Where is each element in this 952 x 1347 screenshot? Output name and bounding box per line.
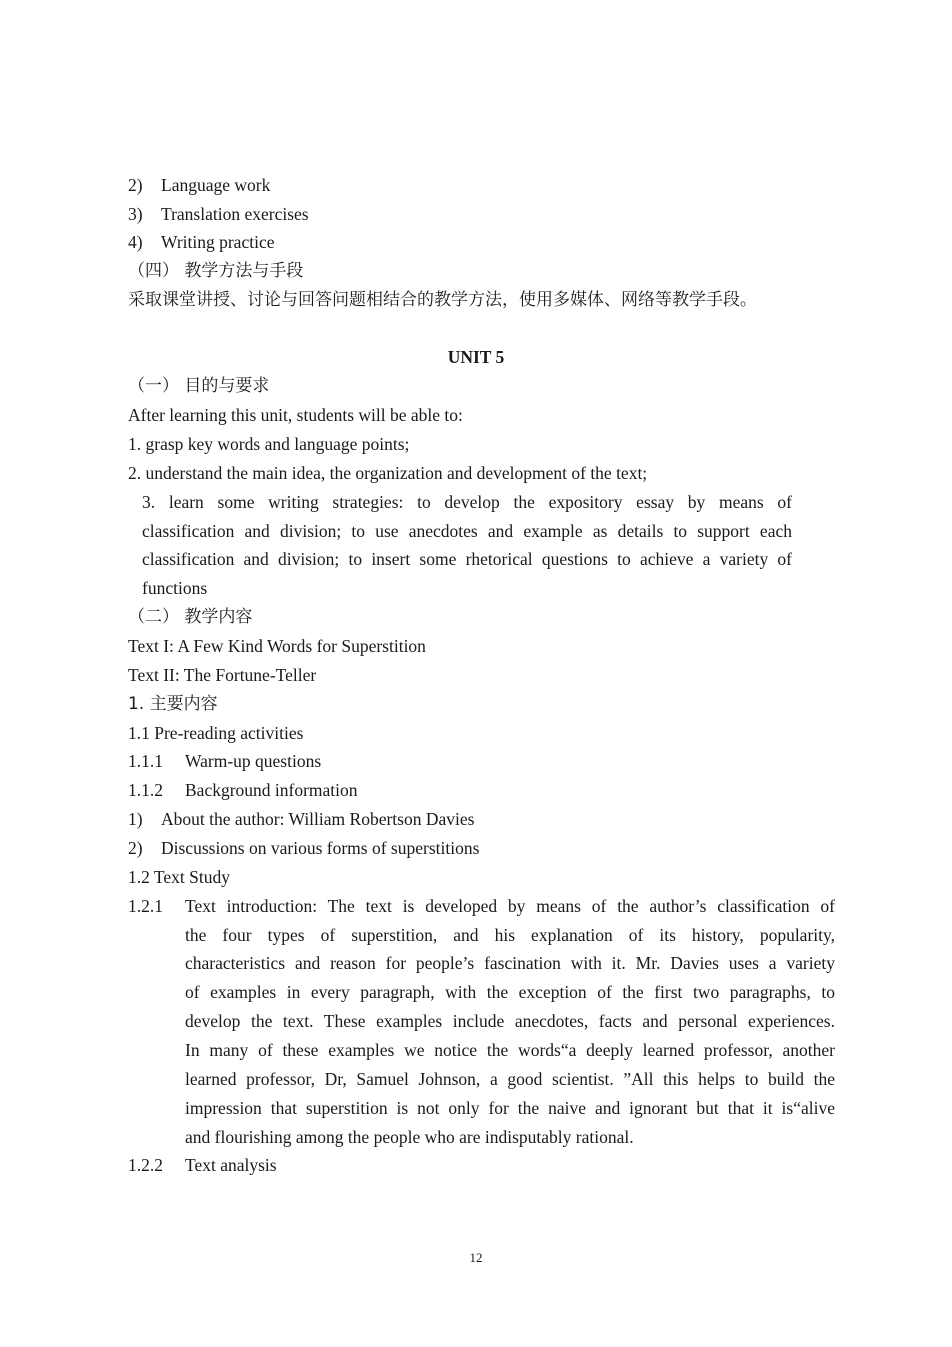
outline-item: 1.2.2 Text analysis	[128, 1155, 277, 1175]
paragraph-line: Text introduction: The text is developed by means of the author’s classification of	[185, 896, 835, 916]
paragraph-line: learned professor, Dr, Samuel Johnson, a good scientist. ”All this helps to build the	[185, 1069, 835, 1089]
objective-item-line: classification and division; to use anecdotes and example as details to support each	[142, 521, 792, 541]
paragraph-line: of examples in every paragraph, with the exception of the first two paragraphs, to	[185, 982, 835, 1002]
objective-item-line: 3. learn some writing strategies: to develop the expository essay by means of	[142, 492, 792, 512]
section-heading-objectives: （一） 目的与要求	[128, 376, 270, 396]
paragraph-line: and flourishing among the people who are indisputably rational.	[185, 1127, 634, 1147]
paragraph-line: the four types of superstition, and his explanation of its history, popularity,	[185, 925, 835, 945]
main-content-heading: 1. 主要内容	[128, 694, 218, 714]
objective-item-line: functions	[142, 578, 208, 598]
objective-item: 2. understand the main idea, the organization and development of the text;	[128, 463, 648, 483]
outline-item: 1.1.1 Warm-up questions	[128, 751, 322, 771]
paragraph-line: characteristics and reason for people’s fascination with it. Mr. Davies uses a variety	[185, 953, 835, 973]
outline-item: 1) About the author: William Robertson Davies	[128, 809, 475, 829]
section-heading-methods: （四） 教学方法与手段	[128, 261, 304, 281]
list-item: 2) Language work	[128, 175, 271, 195]
paragraph-line: develop the text. These examples include anecdotes, facts and personal experiences.	[185, 1011, 835, 1031]
outline-item: 1.1.2 Background information	[128, 780, 358, 800]
section-heading-content: （二） 教学内容	[128, 607, 253, 627]
text-title: Text II: The Fortune-Teller	[128, 665, 317, 685]
paragraph-line: In many of these examples we notice the words“a deeply learned professor, another	[185, 1040, 835, 1060]
list-item: 3) Translation exercises	[128, 204, 309, 224]
objective-item-line: classification and division; to insert some rhetorical questions to achieve a variety of	[142, 549, 792, 569]
page-number: 12	[469, 1250, 483, 1265]
outline-item: 1.2 Text Study	[128, 867, 231, 887]
paragraph-line: impression that superstition is not only for the naive and ignorant but that it is“alive	[185, 1098, 835, 1118]
unit-title: UNIT 5	[447, 347, 505, 367]
objective-item: 1. grasp key words and language points;	[128, 434, 410, 454]
text-title: Text I: A Few Kind Words for Superstition	[128, 636, 426, 656]
outline-number: 1.2.1	[128, 896, 163, 916]
methods-paragraph: 采取课堂讲授、讨论与回答问题相结合的教学方法，使用多媒体、网络等教学手段。	[128, 290, 757, 310]
list-item: 4) Writing practice	[128, 232, 275, 252]
objectives-intro: After learning this unit, students will be able to:	[128, 405, 463, 425]
outline-item: 2) Discussions on various forms of superstitions	[128, 838, 480, 858]
outline-item: 1.1 Pre-reading activities	[128, 723, 304, 743]
